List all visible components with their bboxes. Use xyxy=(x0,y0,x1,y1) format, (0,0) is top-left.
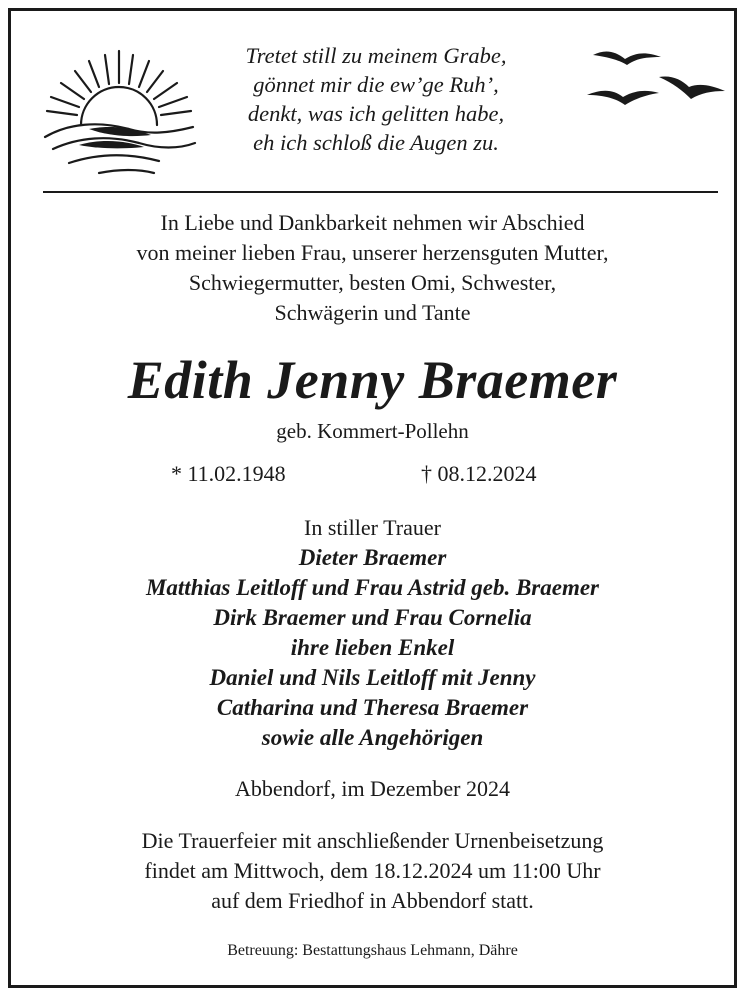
death-date: † 08.12.2024 xyxy=(421,461,537,486)
mourner-line: sowie alle Angehörigen xyxy=(261,725,484,750)
mourner-line: Matthias Leitloff und Frau Astrid geb. Braemer xyxy=(145,575,600,600)
mourner-line: Daniel und Nils Leitloff mit Jenny xyxy=(209,665,536,690)
ceremony-line: Die Trauerfeier mit anschließender Urnenbeisetzung xyxy=(141,828,604,853)
birth-name: geb. Kommert-Pollehn xyxy=(276,419,469,443)
mourner-line: Dirk Braemer und Frau Cornelia xyxy=(213,605,532,630)
place-date: Abbendorf, im Dezember 2024 xyxy=(235,776,510,801)
mourner-line: Catharina und Theresa Braemer xyxy=(216,695,529,720)
poem xyxy=(186,41,566,157)
mourner-line: Dieter Braemer xyxy=(298,545,447,570)
intro-line: In Liebe und Dankbarkeit nehmen wir Abschied xyxy=(160,210,585,235)
mourner-line: ihre lieben Enkel xyxy=(290,635,455,660)
poem-line: Tretet still zu meinem Grabe, xyxy=(245,43,507,68)
intro-line: von meiner lieben Frau, unserer herzensguten Mutter, xyxy=(136,240,609,265)
header xyxy=(11,11,734,196)
flying-birds-icon xyxy=(583,45,728,115)
poem-line: eh ich schloß die Augen zu. xyxy=(253,130,499,155)
intro-text xyxy=(11,208,734,328)
birth-date: * 11.02.1948 xyxy=(171,461,286,486)
sunset-over-hills-icon xyxy=(39,45,199,185)
ceremony-line: auf dem Friedhof in Abbendorf statt. xyxy=(211,888,534,913)
poem-line: denkt, was ich gelitten habe, xyxy=(247,101,505,126)
mourning-label: In stiller Trauer xyxy=(304,515,441,540)
undertaker-credit: Betreuung: Bestattungshaus Lehmann, Dähre xyxy=(227,942,518,959)
intro-line: Schwägerin und Tante xyxy=(274,300,471,325)
divider xyxy=(43,191,718,193)
life-dates xyxy=(11,459,734,489)
obituary-frame xyxy=(8,8,737,988)
intro-line: Schwiegermutter, besten Omi, Schwester, xyxy=(188,270,557,295)
ceremony-info xyxy=(11,826,734,916)
mourners-list xyxy=(11,543,734,753)
poem-line: gönnet mir die ew’ge Ruh’, xyxy=(253,72,499,97)
ceremony-line: findet am Mittwoch, dem 18.12.2024 um 11:00 Uhr xyxy=(144,858,601,883)
deceased-name: Edith Jenny Braemer xyxy=(127,350,618,410)
